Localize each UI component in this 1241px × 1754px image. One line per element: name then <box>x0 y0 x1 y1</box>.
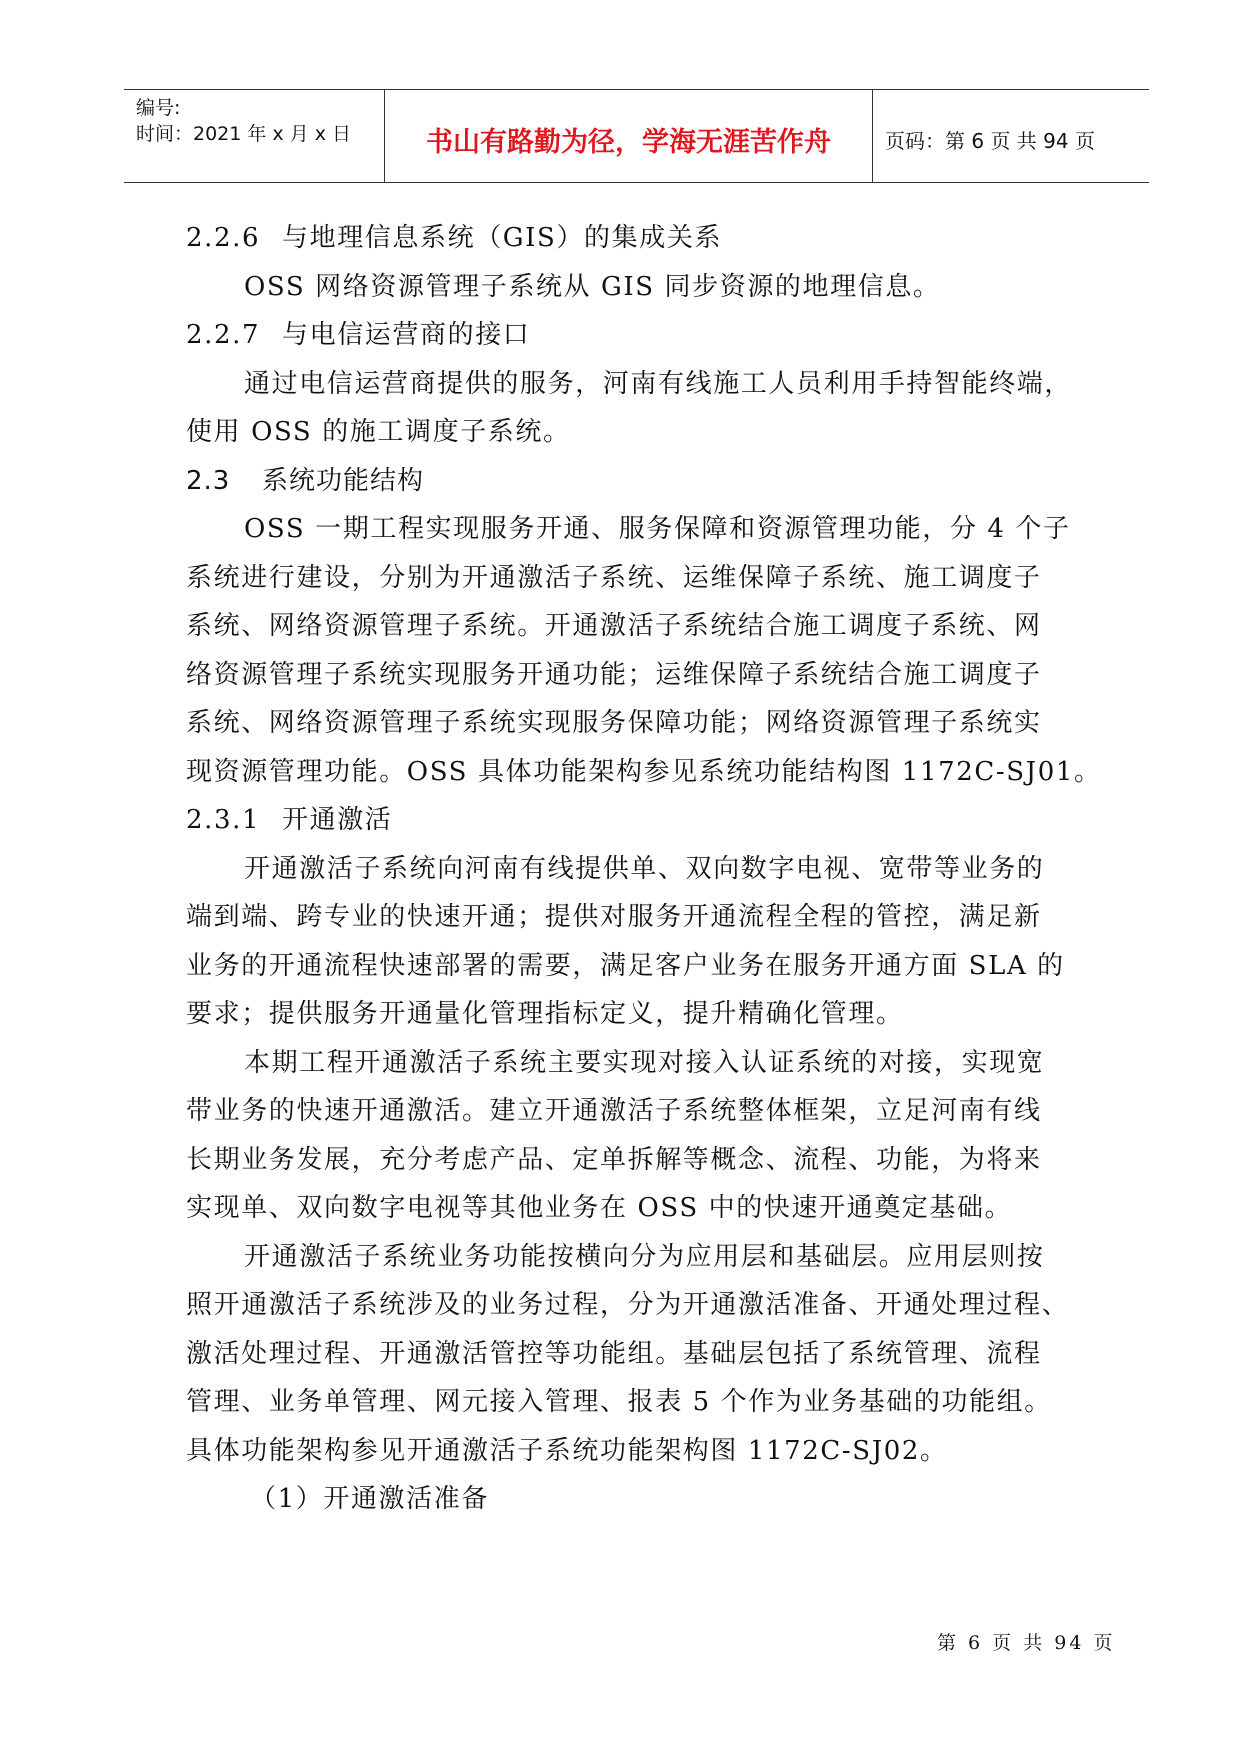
section-number: 2.2.7 <box>186 320 261 350</box>
paragraph-line: 端到端、跨专业的快速开通；提供对服务开通流程全程的管控，满足新 <box>186 902 1042 932</box>
page-footer: 第 6 页 共 94 页 <box>937 1632 1116 1654</box>
paragraph-line: 开通激活子系统业务功能按横向分为应用层和基础层。应用层则按 <box>244 1241 1045 1272</box>
section-heading-2-2-6 <box>186 214 1086 263</box>
paragraph-line: 照开通激活子系统涉及的业务过程，分为开通激活准备、开通处理过程、 <box>186 1290 1070 1320</box>
list-item-heading: （1）开通激活准备 <box>250 1484 489 1514</box>
header-meta <box>124 90 385 182</box>
paragraph-line: 系统、网络资源管理子系统。开通激活子系统结合施工调度子系统、网 <box>186 611 1042 641</box>
header-motto: 书山有路勤为径，学海无涯苦作舟 <box>385 90 873 182</box>
paragraph-line: 本期工程开通激活子系统主要实现对接入认证系统的对接，实现宽 <box>244 1047 1045 1078</box>
section-title: 系统功能结构 <box>262 465 425 496</box>
header-id-label: 编号: <box>136 97 181 119</box>
paragraph-line: 业务的开通流程快速部署的需要，满足客户业务在服务开通方面 SLA 的 <box>186 950 1065 981</box>
section-title: 与电信运营商的接口 <box>282 320 531 350</box>
section-heading-2-2-7 <box>186 311 1086 360</box>
paragraph-line: OSS 一期工程实现服务开通、服务保障和资源管理功能，分 4 个子 <box>244 514 1071 544</box>
section-title: 与地理信息系统（GIS）的集成关系 <box>282 223 723 253</box>
paragraph-line: 激活处理过程、开通激活管控等功能组。基础层包括了系统管理、流程 <box>186 1338 1042 1369</box>
paragraph-line: 络资源管理子系统实现服务开通功能；运维保障子系统结合施工调度子 <box>186 659 1042 690</box>
paragraph-line: 管理、业务单管理、网元接入管理、报表 5 个作为业务基础的功能组。 <box>186 1387 1052 1417</box>
paragraph-line: 开通激活子系统向河南有线提供单、双向数字电视、宽带等业务的 <box>244 853 1045 884</box>
section-heading-2-3 <box>186 457 1086 506</box>
paragraph-line: 系统、网络资源管理子系统实现服务保障功能；网络资源管理子系统实 <box>186 708 1042 738</box>
section-heading-2-3-1 <box>186 796 1086 845</box>
paragraph-line: 长期业务发展，充分考虑产品、定单拆解等概念、流程、功能，为将来 <box>186 1144 1042 1175</box>
header-time-label: 时间：2021 年 x 月 x 日 <box>136 123 352 145</box>
paragraph-line: 系统进行建设，分别为开通激活子系统、运维保障子系统、施工调度子 <box>186 562 1042 593</box>
paragraph-line: 要求；提供服务开通量化管理指标定义，提升精确化管理。 <box>186 999 904 1029</box>
paragraph-line: 带业务的快速开通激活。建立开通激活子系统整体框架，立足河南有线 <box>186 1096 1042 1126</box>
section-number: 2.2.6 <box>186 223 261 253</box>
section-number: 2.3.1 <box>186 805 261 835</box>
paragraph-line: 现资源管理功能。OSS 具体功能架构参见系统功能结构图 1172C-SJ01。 <box>186 756 1102 787</box>
paragraph-line: 通过电信运营商提供的服务，河南有线施工人员利用手持智能终端， <box>244 368 1073 399</box>
paragraph-line: OSS 网络资源管理子系统从 GIS 同步资源的地理信息。 <box>244 271 941 302</box>
paragraph-line: 实现单、双向数字电视等其他业务在 OSS 中的快速开通奠定基础。 <box>186 1193 1013 1223</box>
header-page-label: 页码：第 6 页 共 94 页 <box>885 128 1095 153</box>
paragraph-line: 使用 OSS 的施工调度子系统。 <box>186 417 571 447</box>
section-number: 2.3 <box>186 465 231 496</box>
section-title: 开通激活 <box>282 805 393 835</box>
document-body <box>186 214 1102 1524</box>
paragraph-line: 具体功能架构参见开通激活子系统功能架构图 1172C-SJ02。 <box>186 1435 948 1466</box>
page-header <box>124 89 1149 183</box>
